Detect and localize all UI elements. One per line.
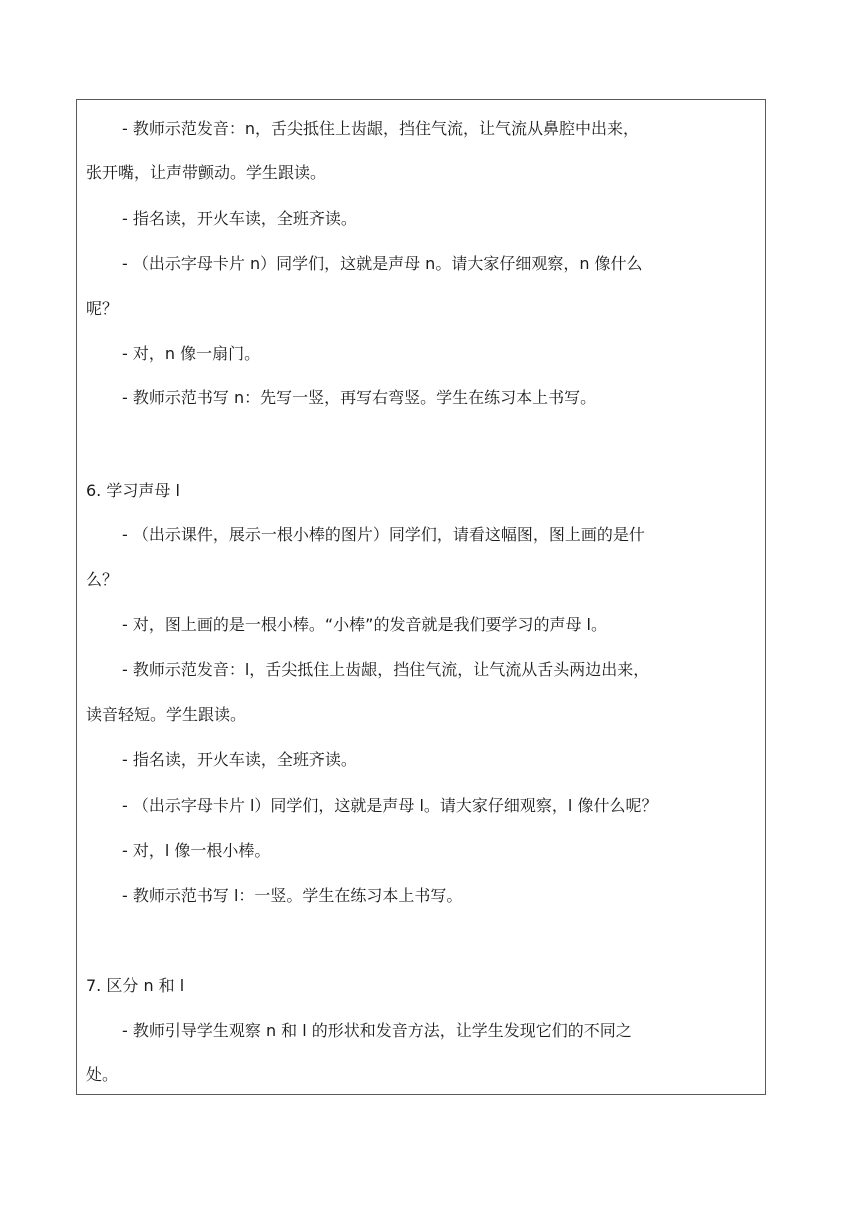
text-line: - 对，图上画的是一根小棒。“小棒”的发音就是我们要学习的声母 l。 bbox=[122, 615, 607, 634]
text-line: - 教师示范书写 n：先写一竖，再写右弯竖。学生在练习本上书写。 bbox=[122, 388, 597, 407]
text-line: - 教师示范书写 l：一竖。学生在练习本上书写。 bbox=[122, 886, 463, 905]
text-line: - 教师引导学生观察 n 和 l 的形状和发音方法，让学生发现它们的不同之 bbox=[122, 1021, 632, 1040]
text-line: - 教师示范发音：l，舌尖抵住上齿龈，挡住气流，让气流从舌头两边出来， bbox=[122, 660, 650, 679]
section-heading: 7. 区分 n 和 l bbox=[86, 976, 185, 995]
text-line: 么？ bbox=[86, 570, 119, 589]
text-line: - 对，l 像一根小棒。 bbox=[122, 841, 271, 860]
text-line: - （出示课件，展示一根小棒的图片）同学们，请看这幅图，图上画的是什 bbox=[122, 525, 645, 544]
text-line: - 对，n 像一扇门。 bbox=[122, 344, 261, 363]
text-line: - 指名读，开火车读，全班齐读。 bbox=[122, 750, 357, 769]
text-line: 呢？ bbox=[86, 299, 119, 318]
text-line: 处。 bbox=[86, 1065, 119, 1084]
text-line: - （出示字母卡片 n）同学们，这就是声母 n。请大家仔细观察，n 像什么 bbox=[122, 254, 643, 273]
section-heading: 6. 学习声母 l bbox=[86, 481, 180, 500]
text-line: 读音轻短。学生跟读。 bbox=[86, 705, 247, 724]
text-line: - 指名读，开火车读，全班齐读。 bbox=[122, 209, 357, 228]
text-line: - （出示字母卡片 l）同学们，这就是声母 l。请大家仔细观察，l 像什么呢？ bbox=[122, 796, 658, 815]
text-line: 张开嘴，让声带颤动。学生跟读。 bbox=[86, 163, 327, 182]
content-frame bbox=[76, 99, 766, 1095]
text-line: - 教师示范发音：n，舌尖抵住上齿龈，挡住气流，让气流从鼻腔中出来， bbox=[122, 119, 640, 138]
